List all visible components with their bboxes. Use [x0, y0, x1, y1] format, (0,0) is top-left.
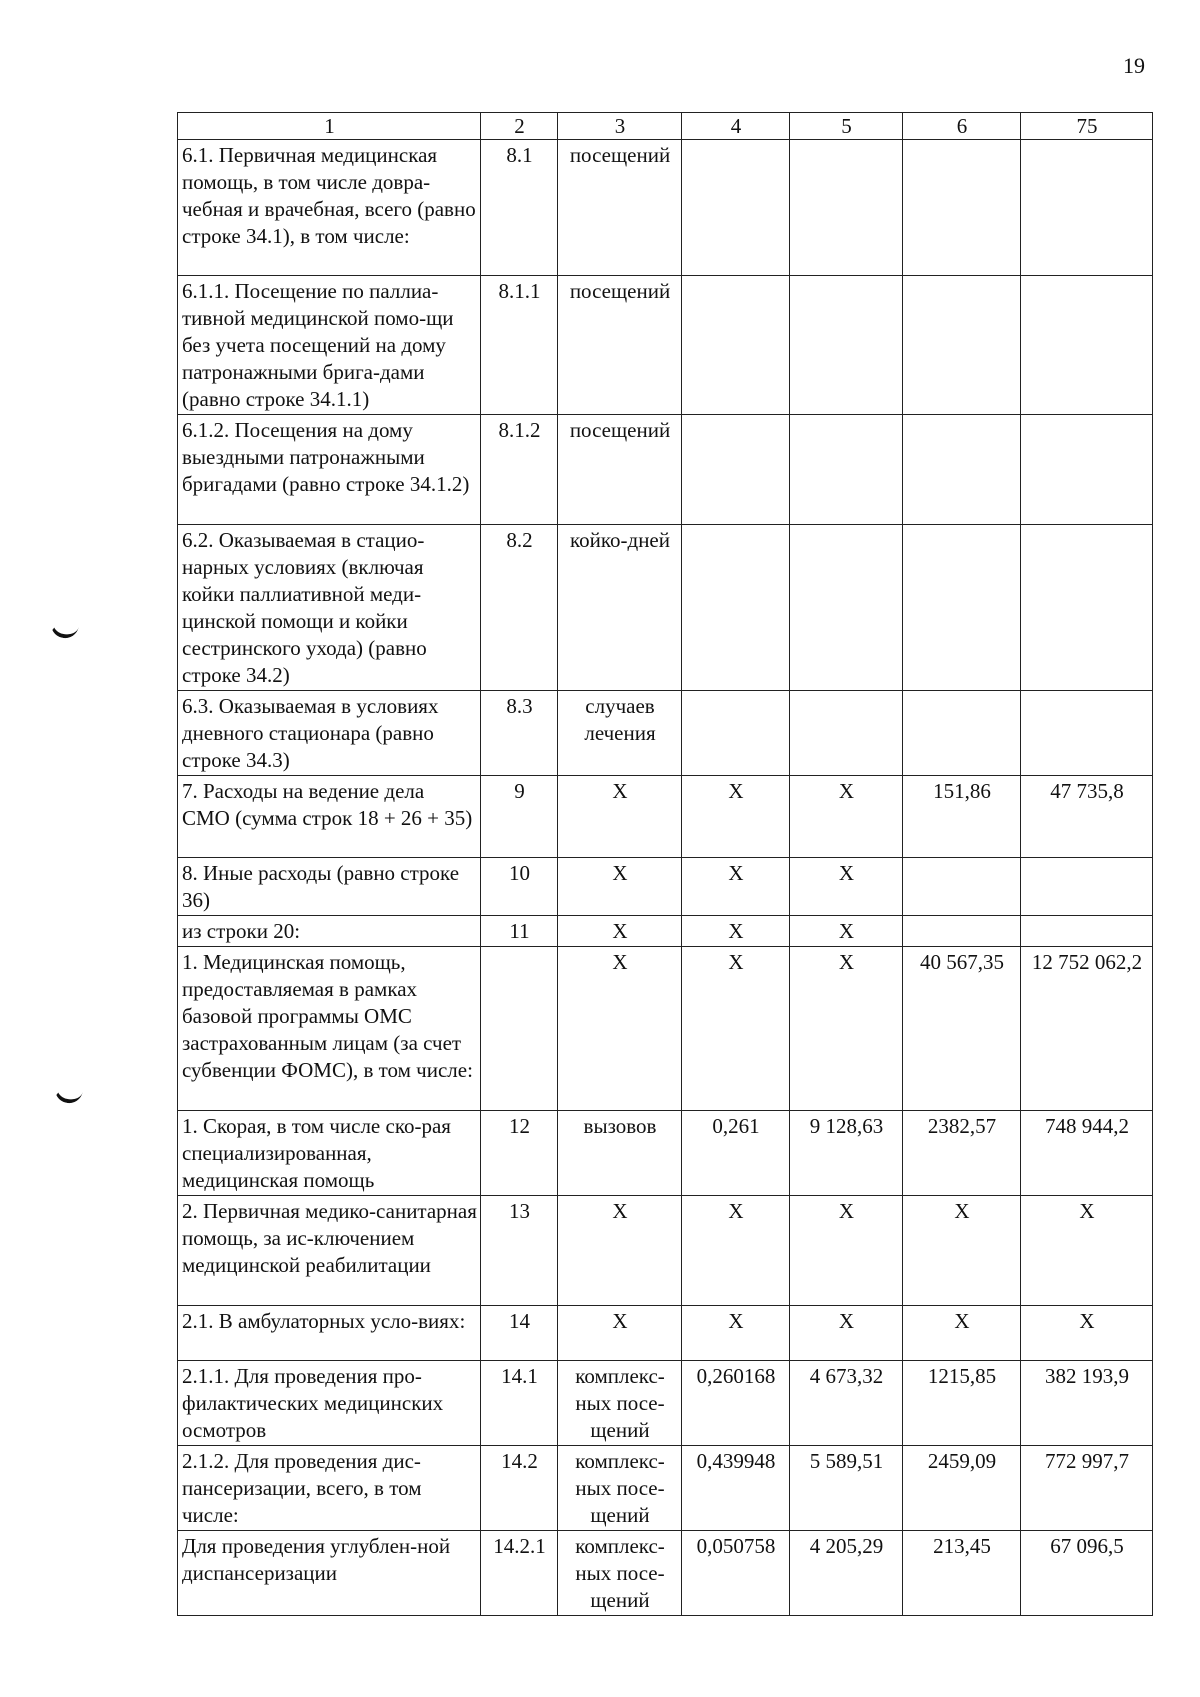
value-cell: X [903, 1306, 1021, 1361]
row-code-cell: 8.1.1 [481, 276, 558, 415]
table-row [178, 1306, 1153, 1361]
row-name-cell: 6.2. Оказываемая в стацио-нарных условиях (включая койки паллиативной меди-цинской помощи и койки сестринского ухода) (равно строке 34.2) [178, 525, 481, 691]
table-row [178, 858, 1153, 916]
row-code-cell: 8.1.2 [481, 415, 558, 525]
table-header-row [178, 113, 1153, 140]
value-cell: X [790, 858, 903, 916]
table-row [178, 1531, 1153, 1616]
value-cell [903, 691, 1021, 776]
row-code-cell: 11 [481, 916, 558, 947]
value-cell [1021, 916, 1153, 947]
row-unit-cell: случаев лечения [558, 691, 682, 776]
value-cell: X [682, 916, 790, 947]
value-cell: X [790, 1196, 903, 1306]
value-cell: 0,050758 [682, 1531, 790, 1616]
value-cell: X [682, 1196, 790, 1306]
value-cell [790, 276, 903, 415]
row-name-cell: 8. Иные расходы (равно строке 36) [178, 858, 481, 916]
value-cell: X [903, 1196, 1021, 1306]
value-cell [790, 525, 903, 691]
row-name-cell: 7. Расходы на ведение дела СМО (сумма строк 18 + 26 + 35) [178, 776, 481, 858]
row-unit-cell: X [558, 776, 682, 858]
table-row [178, 1446, 1153, 1531]
value-cell: X [682, 1306, 790, 1361]
row-code-cell: 13 [481, 1196, 558, 1306]
row-code-cell: 12 [481, 1111, 558, 1196]
row-code-cell: 14.2.1 [481, 1531, 558, 1616]
row-name-cell: 6.3. Оказываемая в условиях дневного стационара (равно строке 34.3) [178, 691, 481, 776]
row-unit-cell: посещений [558, 415, 682, 525]
value-cell: 40 567,35 [903, 947, 1021, 1111]
table-row [178, 276, 1153, 415]
value-cell [903, 276, 1021, 415]
row-unit-cell: комплекс-ных посе-щений [558, 1531, 682, 1616]
row-code-cell: 14.2 [481, 1446, 558, 1531]
table-row [178, 1111, 1153, 1196]
value-cell: 0,261 [682, 1111, 790, 1196]
value-cell: 4 205,29 [790, 1531, 903, 1616]
row-name-cell: 1. Медицинская помощь, предоставляемая в рамках базовой программы ОМС застрахованным лицам (за счет субвенции ФОМС), в том числе: [178, 947, 481, 1111]
row-name-cell: 6.1. Первичная медицинская помощь, в том числе довра-чебная и врачебная, всего (равно строке 34.1), в том числе: [178, 140, 481, 276]
row-unit-cell: X [558, 947, 682, 1111]
row-unit-cell: X [558, 1196, 682, 1306]
column-header: 3 [558, 113, 682, 140]
row-code-cell: 14 [481, 1306, 558, 1361]
row-unit-cell: койко-дней [558, 525, 682, 691]
row-name-cell: 2.1.1. Для проведения про-филактических медицинских осмотров [178, 1361, 481, 1446]
table-row [178, 691, 1153, 776]
value-cell [903, 415, 1021, 525]
table-row [178, 1196, 1153, 1306]
value-cell: 47 735,8 [1021, 776, 1153, 858]
column-header: 1 [178, 113, 481, 140]
value-cell: 5 589,51 [790, 1446, 903, 1531]
row-unit-cell: X [558, 858, 682, 916]
row-unit-cell: комплекс-ных посе-щений [558, 1361, 682, 1446]
report-table [177, 112, 1153, 1616]
value-cell [682, 276, 790, 415]
value-cell: 772 997,7 [1021, 1446, 1153, 1531]
value-cell [1021, 140, 1153, 276]
value-cell [790, 691, 903, 776]
value-cell: 213,45 [903, 1531, 1021, 1616]
value-cell [682, 415, 790, 525]
row-unit-cell: X [558, 1306, 682, 1361]
value-cell: X [790, 947, 903, 1111]
row-name-cell: 2.1. В амбулаторных усло-виях: [178, 1306, 481, 1361]
row-name-cell: 6.1.2. Посещения на дому выездными патронажными бригадами (равно строке 34.1.2) [178, 415, 481, 525]
page-number: 19 [1123, 53, 1145, 78]
value-cell: X [790, 916, 903, 947]
value-cell: 9 128,63 [790, 1111, 903, 1196]
value-cell [682, 691, 790, 776]
value-cell: 1215,85 [903, 1361, 1021, 1446]
value-cell: X [682, 858, 790, 916]
row-name-cell: 2.1.2. Для проведения дис-пансеризации, всего, в том числе: [178, 1446, 481, 1531]
value-cell: 67 096,5 [1021, 1531, 1153, 1616]
value-cell: 2459,09 [903, 1446, 1021, 1531]
value-cell [1021, 415, 1153, 525]
row-unit-cell: посещений [558, 140, 682, 276]
row-name-cell: 2. Первичная медико-санитарная помощь, за ис-ключением медицинской реабилитации [178, 1196, 481, 1306]
value-cell [682, 525, 790, 691]
value-cell: X [790, 1306, 903, 1361]
value-cell: 4 673,32 [790, 1361, 903, 1446]
table-row [178, 1361, 1153, 1446]
value-cell: X [790, 776, 903, 858]
value-cell: 748 944,2 [1021, 1111, 1153, 1196]
value-cell: X [1021, 1306, 1153, 1361]
value-cell [903, 140, 1021, 276]
value-cell: 382 193,9 [1021, 1361, 1153, 1446]
table-row [178, 140, 1153, 276]
row-code-cell: 10 [481, 858, 558, 916]
row-unit-cell: комплекс-ных посе-щений [558, 1446, 682, 1531]
row-code-cell: 14.1 [481, 1361, 558, 1446]
column-header: 5 [790, 113, 903, 140]
row-name-cell: Для проведения углублен-ной диспансеризации [178, 1531, 481, 1616]
value-cell [1021, 525, 1153, 691]
value-cell: 2382,57 [903, 1111, 1021, 1196]
value-cell [1021, 691, 1153, 776]
value-cell [682, 140, 790, 276]
margin-mark [48, 617, 79, 640]
value-cell: 12 752 062,2 [1021, 947, 1153, 1111]
table-row [178, 415, 1153, 525]
column-header: 2 [481, 113, 558, 140]
row-name-cell: из строки 20: [178, 916, 481, 947]
column-header: 6 [903, 113, 1021, 140]
value-cell: 0,439948 [682, 1446, 790, 1531]
column-header: 75 [1021, 113, 1153, 140]
table-row [178, 947, 1153, 1111]
value-cell: 151,86 [903, 776, 1021, 858]
table-row [178, 916, 1153, 947]
table-row [178, 776, 1153, 858]
value-cell: X [682, 776, 790, 858]
row-code-cell: 8.2 [481, 525, 558, 691]
row-code-cell: 9 [481, 776, 558, 858]
table-row [178, 525, 1153, 691]
row-name-cell: 1. Скорая, в том числе ско-рая специализированная, медицинская помощь [178, 1111, 481, 1196]
value-cell: 0,260168 [682, 1361, 790, 1446]
column-header: 4 [682, 113, 790, 140]
margin-mark [52, 1082, 83, 1105]
row-code-cell: 8.3 [481, 691, 558, 776]
row-unit-cell: X [558, 916, 682, 947]
row-unit-cell: посещений [558, 276, 682, 415]
value-cell [903, 525, 1021, 691]
value-cell [1021, 276, 1153, 415]
row-unit-cell: вызовов [558, 1111, 682, 1196]
value-cell: X [1021, 1196, 1153, 1306]
value-cell [903, 858, 1021, 916]
row-code-cell: 8.1 [481, 140, 558, 276]
row-code-cell [481, 947, 558, 1111]
value-cell [1021, 858, 1153, 916]
value-cell [903, 916, 1021, 947]
value-cell [790, 140, 903, 276]
value-cell [790, 415, 903, 525]
row-name-cell: 6.1.1. Посещение по паллиа-тивной медицинской помо-щи без учета посещений на дому патронажными брига-дами (равно строке 34.1.1) [178, 276, 481, 415]
value-cell: X [682, 947, 790, 1111]
